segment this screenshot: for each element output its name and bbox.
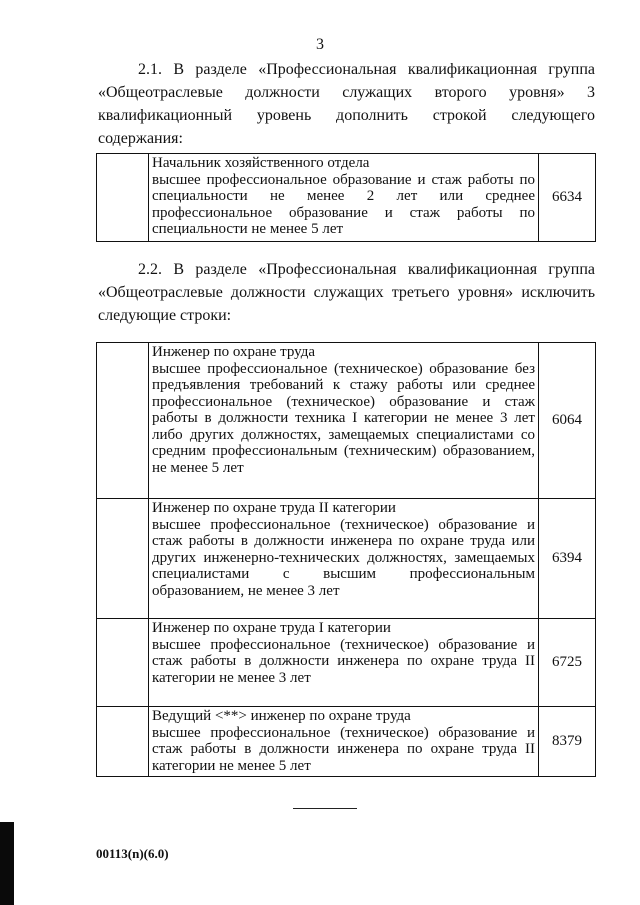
position-title: Начальник хозяйственного отдела [152, 155, 370, 171]
table-row [97, 619, 596, 707]
table-cell-empty [97, 499, 149, 619]
section-2-2-text: 2.2. В разделе «Профессиональная квалификационная группа «Общеотраслевые должности служащих третьего уровня» исключить следующие строки: [98, 261, 595, 324]
table-cell-description [149, 707, 539, 777]
position-title: Ведущий <**> инженер по охране труда [152, 708, 411, 724]
scan-edge-mark [0, 822, 14, 905]
table-cell-empty [97, 619, 149, 707]
position-code: 6064 [539, 343, 596, 499]
position-requirements: высшее профессиональное (техническое) образование без предъявления требований к стажу работы или среднее профессиональное (техническое) образование и стаж работы в должности техника I категории не менее 3 лет либо других должностях, замещаемых специалистами со средним профессиональным (техническим) образованием, не менее 5 лет [152, 360, 535, 476]
table-row [97, 707, 596, 777]
table-cell-empty [97, 707, 149, 777]
position-code: 6634 [539, 154, 596, 242]
table-cell-description [149, 499, 539, 619]
position-title: Инженер по охране труда II категории [152, 500, 396, 516]
position-title: Инженер по охране труда [152, 344, 316, 360]
page-number: 3 [316, 36, 324, 53]
position-code: 6394 [539, 499, 596, 619]
table-row [97, 154, 596, 242]
remove-positions-table [96, 342, 596, 777]
position-code: 8379 [539, 707, 596, 777]
table-cell-description [149, 343, 539, 499]
position-code: 6725 [539, 619, 596, 707]
position-requirements: высшее профессиональное образование и стаж работы по специальности не менее 2 лет или среднее профессиональное образование и стаж работы по специальности не менее 5 лет [152, 171, 535, 237]
position-requirements: высшее профессиональное (техническое) образование и стаж работы в должности инженера по охране труда II категории не менее 5 лет [152, 724, 535, 774]
section-2-1-text: 2.1. В разделе «Профессиональная квалификационная группа «Общеотраслевые должности служащих второго уровня» 3 квалификационный уровень дополнить строкой следующего содержания: [98, 61, 595, 147]
table-cell-empty [97, 154, 149, 242]
separator-line [293, 808, 357, 809]
table-row [97, 343, 596, 499]
position-title: Инженер по охране труда I категории [152, 620, 391, 636]
section-2-1-paragraph [98, 58, 595, 150]
table-cell-description [149, 619, 539, 707]
table-cell-empty [97, 343, 149, 499]
document-code: 00113(n)(6.0) [96, 846, 169, 861]
table-row [97, 499, 596, 619]
section-2-2-paragraph [98, 258, 595, 327]
add-positions-table [96, 153, 596, 242]
position-requirements: высшее профессиональное (техническое) образование и стаж работы в должности инженера по охране труда II категории не менее 3 лет [152, 636, 535, 686]
position-requirements: высшее профессиональное (техническое) образование и стаж работы в должности инженера по охране труда или других инженерно-технических должностях, замещаемых специалистами с высшим профессиональным образованием, не менее 3 лет [152, 516, 535, 599]
table-cell-description [149, 154, 539, 242]
